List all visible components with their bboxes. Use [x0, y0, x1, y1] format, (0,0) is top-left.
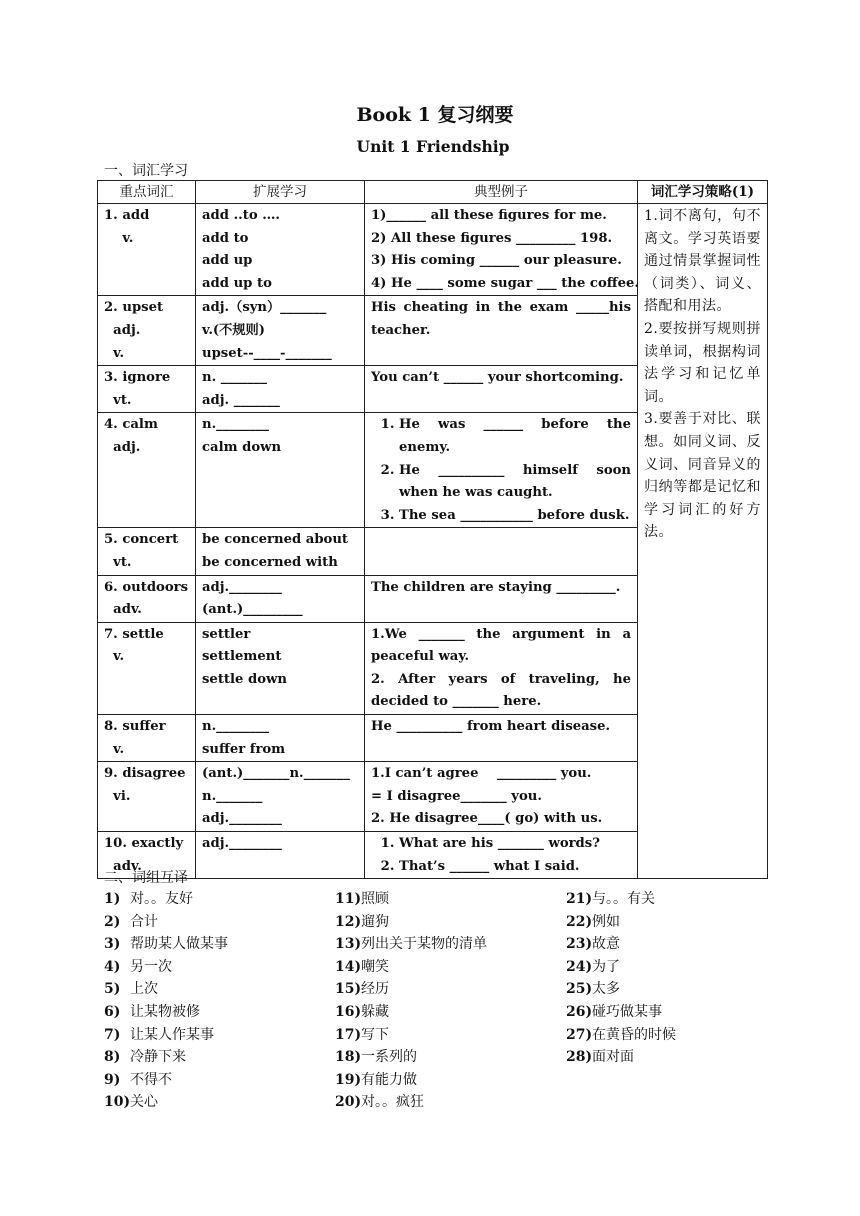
example-line: = I disagree_______ you.	[371, 788, 542, 804]
phrase-text: 另一次	[130, 958, 172, 975]
example-line: 3) His coming ______ our pleasure.	[371, 253, 622, 269]
expansion-line: settle down	[202, 671, 287, 687]
phrase-number: 3)	[104, 936, 121, 953]
expansion-line: add up to	[202, 275, 272, 291]
phrase-number: 11)	[335, 891, 362, 907]
phrase-number: 9)	[104, 1071, 121, 1088]
phrase-item	[566, 911, 676, 934]
phrase-text: 一系列的	[361, 1049, 417, 1066]
phrase-number: 8)	[104, 1049, 121, 1066]
phrase-number: 2)	[104, 913, 121, 930]
example-cell	[365, 296, 638, 366]
phrase-item	[104, 1001, 228, 1024]
key-word-cell	[98, 622, 196, 714]
phrase-text: 碰巧做某事	[592, 1003, 662, 1020]
expansion-line: be concerned with	[202, 554, 338, 570]
example-text: His cheating in the exam _____his teacher.	[371, 300, 631, 338]
expansion-line: n.________	[202, 719, 269, 735]
example-paragraph: 1.We _______ the argument in a peaceful way.	[371, 626, 631, 665]
key-word-line: 9. disagree	[104, 766, 186, 782]
example-item: 2. That’s ______ what I said.	[399, 856, 631, 879]
phrase-text: 为了	[592, 958, 620, 975]
key-word-cell	[98, 366, 196, 413]
phrase-text: 照顾	[361, 891, 389, 907]
key-word-line: vi.	[104, 788, 131, 804]
phrase-item	[566, 1001, 676, 1024]
strategy-cell	[638, 204, 768, 879]
key-word-line: 4. calm	[104, 417, 158, 433]
phrase-item	[566, 978, 676, 1001]
phrase-number: 17)	[335, 1026, 362, 1043]
key-word-line: 5. concert	[104, 532, 179, 548]
document-title: Book 1 复习纲要	[356, 104, 514, 126]
phrase-text: 躲藏	[361, 1003, 389, 1020]
section-heading-phrase-translation: 二、词组互译	[104, 870, 188, 886]
phrase-number: 24)	[566, 958, 593, 975]
example-cell	[365, 832, 638, 879]
key-word-line: v.	[104, 230, 134, 246]
key-word-line: adj.	[104, 439, 141, 455]
key-word-line: v.	[104, 345, 125, 361]
expansion-line: n. _______	[202, 370, 267, 386]
expansion-cell	[196, 762, 365, 832]
phrase-number: 26)	[566, 1003, 593, 1020]
phrase-text: 有能力做	[361, 1071, 417, 1088]
strategy-paragraph: 1.词不离句，句不离文。学习英语要通过情景掌握词性（词类）、词义、搭配和用法。	[644, 208, 761, 315]
example-line: 1.I can’t agree _________ you.	[371, 766, 592, 782]
phrase-number: 1)	[104, 891, 121, 907]
phrase-text: 不得不	[130, 1071, 172, 1088]
expansion-line: (ant.)_______n._______	[202, 766, 350, 782]
example-cell	[365, 204, 638, 296]
example-list	[371, 414, 631, 527]
phrase-number: 16)	[335, 1003, 362, 1020]
example-line: He __________ from heart disease.	[371, 719, 611, 735]
unit-title: Unit 1 Friendship	[356, 137, 510, 156]
expansion-line: be concerned about	[202, 532, 349, 548]
phrase-item	[335, 933, 487, 956]
phrase-item	[335, 978, 487, 1001]
key-word-line: vt.	[104, 554, 132, 570]
expansion-line: settler	[202, 626, 251, 642]
phrase-column	[566, 888, 676, 1069]
phrase-item	[335, 1024, 487, 1047]
phrase-text: 故意	[592, 936, 620, 953]
expansion-line: v.(不规则)	[202, 322, 265, 338]
example-cell	[365, 762, 638, 832]
phrase-number: 7)	[104, 1026, 121, 1043]
phrase-item	[104, 1069, 228, 1092]
example-item: 3. The sea ___________ before dusk.	[399, 505, 631, 528]
phrase-text: 让某物被修	[130, 1003, 200, 1020]
phrase-text: 冷静下来	[130, 1049, 186, 1066]
phrase-item	[335, 1091, 487, 1114]
example-item: 1. What are his _______ words?	[399, 833, 631, 856]
phrase-item	[335, 911, 487, 934]
column-header-key-words: 重点词汇	[98, 181, 196, 204]
phrase-item	[104, 978, 228, 1001]
key-word-cell	[98, 762, 196, 832]
phrase-item	[104, 1024, 228, 1047]
phrase-text: 与。。有关	[592, 891, 655, 907]
phrase-item	[566, 1046, 676, 1069]
expansion-cell	[196, 366, 365, 413]
column-header-examples: 典型例子	[365, 181, 638, 204]
expansion-line: add up	[202, 253, 253, 269]
example-line: 2. He disagree____( go) with us.	[371, 811, 603, 827]
phrase-text: 让某人作某事	[130, 1026, 214, 1043]
expansion-cell	[196, 413, 365, 528]
example-cell	[365, 622, 638, 714]
phrase-item	[335, 956, 487, 979]
phrase-number: 5)	[104, 981, 121, 998]
expansion-cell	[196, 715, 365, 762]
phrase-item	[566, 1024, 676, 1047]
phrase-number: 22)	[566, 913, 593, 930]
expansion-cell	[196, 575, 365, 622]
expansion-line: adj.________	[202, 836, 282, 852]
expansion-line: adj.（syn）_______	[202, 300, 327, 316]
example-line: 4) He ____ some sugar ___ the coffee.	[371, 275, 639, 291]
phrase-item	[335, 888, 487, 911]
phrase-text: 对。。疯狂	[361, 1094, 424, 1111]
key-word-line: v.	[104, 741, 125, 757]
example-line: The children are staying _________.	[371, 579, 621, 595]
key-word-line: vt.	[104, 392, 132, 408]
expansion-line: adj.________	[202, 579, 282, 595]
example-cell	[365, 575, 638, 622]
example-paragraph: 2. After years of traveling, he decided to _______ here.	[371, 671, 631, 710]
phrase-column	[104, 888, 228, 1114]
vocabulary-table	[97, 180, 768, 879]
phrase-text: 例如	[592, 913, 620, 930]
key-word-line: 8. suffer	[104, 719, 166, 735]
phrase-number: 13)	[335, 936, 362, 953]
key-word-line: 6. outdoors	[104, 579, 189, 595]
phrase-text: 写下	[361, 1026, 389, 1043]
example-line: 2) All these figures _________ 198.	[371, 230, 613, 246]
key-word-cell	[98, 413, 196, 528]
column-header-expansion: 扩展学习	[196, 181, 365, 204]
phrase-item	[566, 888, 676, 911]
key-word-line: adv.	[104, 602, 142, 618]
phrase-number: 10)	[104, 1094, 131, 1111]
key-word-line: 3. ignore	[104, 370, 171, 386]
phrase-text: 面对面	[592, 1049, 634, 1066]
phrase-number: 6)	[104, 1003, 121, 1020]
phrase-number: 20)	[335, 1094, 362, 1111]
example-cell	[365, 715, 638, 762]
expansion-line: settlement	[202, 649, 282, 665]
key-word-cell	[98, 575, 196, 622]
phrase-column	[335, 888, 487, 1114]
example-cell	[365, 413, 638, 528]
key-word-line: 7. settle	[104, 626, 164, 642]
phrase-item	[335, 1046, 487, 1069]
phrase-item	[104, 911, 228, 934]
section-heading-vocabulary: 一、词汇学习	[104, 163, 188, 179]
phrase-text: 太多	[592, 981, 620, 998]
strategy-paragraph: 2.要按拼写规则拼读单词，根据构词法学习和记忆单词。	[644, 320, 761, 405]
table-row	[98, 204, 768, 296]
expansion-line: adj. _______	[202, 392, 280, 408]
phrase-item	[335, 1001, 487, 1024]
key-word-cell	[98, 204, 196, 296]
expansion-line: calm down	[202, 439, 282, 455]
key-word-line: adj.	[104, 322, 141, 338]
key-word-line: 10. exactly	[104, 836, 184, 852]
key-word-line: 2. upset	[104, 300, 164, 316]
phrase-text: 帮助某人做某事	[130, 936, 228, 953]
expansion-cell	[196, 528, 365, 575]
key-word-line: v.	[104, 649, 125, 665]
key-word-line: 1. add	[104, 208, 150, 223]
expansion-line: add ..to ….	[202, 208, 281, 223]
column-header-strategy: 词汇学习策略(1)	[638, 181, 768, 204]
phrase-number: 28)	[566, 1049, 593, 1066]
expansion-cell	[196, 296, 365, 366]
phrase-text: 关心	[130, 1094, 158, 1111]
phrase-number: 27)	[566, 1026, 593, 1043]
phrase-text: 合计	[130, 913, 158, 930]
expansion-line: upset--____-_______	[202, 345, 332, 361]
key-word-cell	[98, 296, 196, 366]
phrase-number: 14)	[335, 958, 362, 975]
phrase-number: 4)	[104, 958, 121, 975]
phrase-number: 19)	[335, 1071, 362, 1088]
example-list	[371, 833, 631, 878]
phrase-number: 12)	[335, 913, 362, 930]
phrase-number: 15)	[335, 981, 362, 998]
phrase-text: 经历	[361, 981, 389, 998]
phrase-item	[566, 956, 676, 979]
phrase-number: 25)	[566, 981, 593, 998]
example-item: 1. He was ______ before the enemy.	[399, 414, 631, 459]
strategy-paragraph: 3.要善于对比、联想。如同义词、反义词、同音异义的归纳等都是记忆和学习词汇的好方法。	[644, 411, 761, 541]
phrase-item	[566, 933, 676, 956]
phrase-text: 上次	[130, 981, 158, 998]
phrase-item	[104, 888, 228, 911]
phrase-item	[104, 956, 228, 979]
example-line: 1)______ all these figures for me.	[371, 208, 607, 223]
phrase-text: 对。。友好	[130, 891, 193, 907]
phrase-text: 遛狗	[361, 913, 389, 930]
expansion-line: n.________	[202, 417, 269, 433]
expansion-line: add to	[202, 230, 249, 246]
phrase-item	[335, 1069, 487, 1092]
expansion-cell	[196, 622, 365, 714]
phrase-item	[104, 1046, 228, 1069]
expansion-line: suffer from	[202, 741, 286, 757]
phrase-number: 18)	[335, 1049, 362, 1066]
phrase-item	[104, 1091, 228, 1114]
expansion-line: adj.________	[202, 811, 282, 827]
expansion-cell	[196, 832, 365, 879]
key-word-line: adv.	[104, 858, 142, 874]
example-item: 2. He __________ himself soon when he was caught.	[399, 460, 631, 505]
phrase-text: 在黄昏的时候	[592, 1026, 676, 1043]
expansion-line: n._______	[202, 788, 263, 804]
phrase-text: 嘲笑	[361, 958, 389, 975]
key-word-cell	[98, 715, 196, 762]
expansion-cell	[196, 204, 365, 296]
phrase-number: 23)	[566, 936, 593, 953]
example-cell	[365, 528, 638, 575]
example-cell	[365, 366, 638, 413]
phrase-number: 21)	[566, 891, 593, 907]
phrase-item	[104, 933, 228, 956]
table-header-row	[98, 181, 768, 204]
example-line: You can’t ______ your shortcoming.	[371, 370, 624, 386]
key-word-cell	[98, 528, 196, 575]
expansion-line: (ant.)_________	[202, 602, 303, 618]
phrase-text: 列出关于某物的清单	[361, 936, 487, 953]
